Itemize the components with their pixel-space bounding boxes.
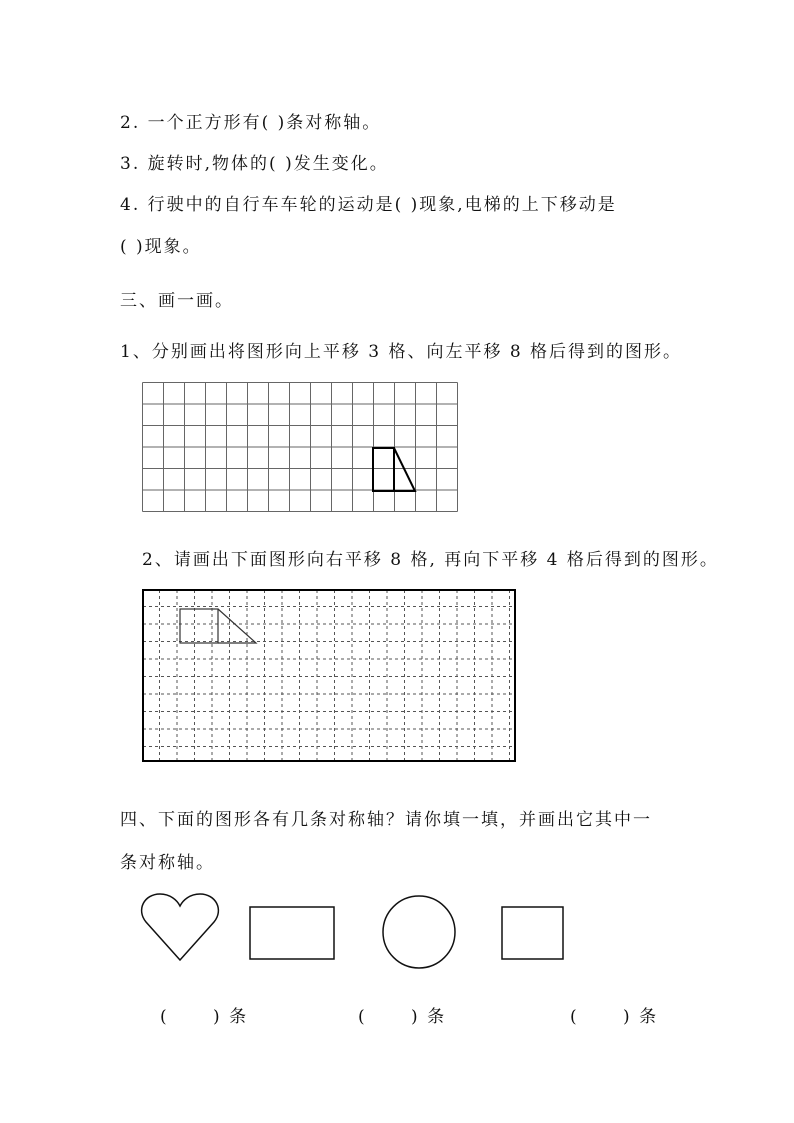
section-4-title-line-2: 条对称轴。 <box>120 853 215 873</box>
question-2: 2. 一个正方形有( )条对称轴。 <box>120 113 382 133</box>
heart-icon <box>140 892 220 964</box>
task-2-instruction: 2、请画出下面图形向右平移 8 格, 再向下平移 4 格后得到的图形。 <box>142 550 719 570</box>
answer-blank-3[interactable]: ( ) 条 <box>570 1007 659 1027</box>
translation-grid-2 <box>142 589 518 765</box>
answer-blank-1[interactable]: ( ) 条 <box>160 1007 249 1027</box>
question-3: 3. 旋转时,物体的( )发生变化。 <box>120 154 389 174</box>
section-4-title-line-1: 四、下面的图形各有几条对称轴？请你填一填，并画出它其中一 <box>120 810 652 830</box>
answer-blank-2[interactable]: ( ) 条 <box>358 1007 447 1027</box>
question-4-line-2: ( )现象。 <box>120 237 202 257</box>
question-4-line-1: 4. 行驶中的自行车车轮的运动是( )现象,电梯的上下移动是 <box>120 195 617 215</box>
translation-grid-1 <box>142 382 462 518</box>
section-3-title: 三、画一画。 <box>120 291 234 311</box>
rectangle-shape <box>249 906 339 962</box>
square-shape <box>501 906 567 962</box>
trapezoid-figure-2 <box>180 609 256 643</box>
task-1-instruction: 1、分别画出将图形向上平移 3 格、向左平移 8 格后得到的图形。 <box>120 342 683 362</box>
circle-shape <box>380 894 460 974</box>
trapezoid-figure <box>373 448 415 491</box>
